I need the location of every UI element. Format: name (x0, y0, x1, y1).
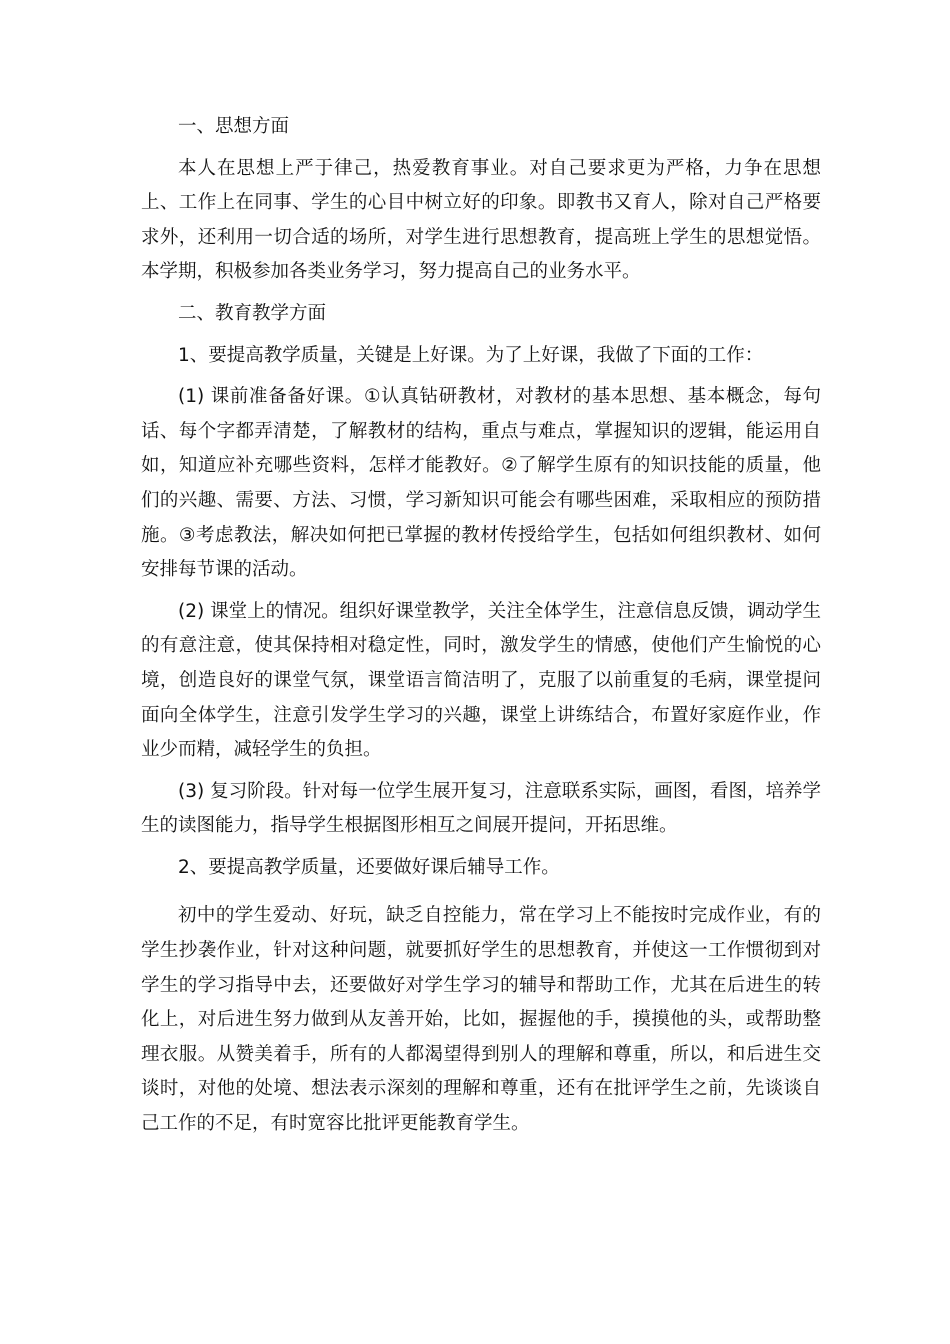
paragraph-classroom: (2) 课堂上的情况。组织好课堂教学，关注全体学生，注意信息反馈，调动学生的有意注意，使其保持相对稳定性，同时，激发学生的情感，使他们产生愉悦的心境，创造良好的课堂气氛，课堂语言简洁明了，克服了以前重复的毛病，课堂提问面向全体学生，注意引发学生学习的兴趣，课堂上讲练结合，布置好家庭作业，作业少而精，减轻学生的负担。 (141, 600, 821, 761)
document-body (141, 110, 821, 1142)
paragraph-lesson-preparation: (1) 课前准备备好课。①认真钻研教材，对教材的基本思想、基本概念，每句话、每个字都弄清楚，了解教材的结构，重点与难点，掌握知识的逻辑，能运用自如，知道应补充哪些资料，怎样才能教好。②了解学生原有的知识技能的质量，他们的兴趣、需要、方法、习惯，学习新知识可能会有哪些困难，采取相应的预防措施。③考虑教法，解决如何把已掌握的教材传授给学生，包括如何组织教材、如何安排每节课的活动。 (141, 386, 821, 581)
paragraph-ideology: 本人在思想上严于律己，热爱教育事业。对自己要求更为严格，力争在思想上、工作上在同事、学生的心目中树立好的印象。即教书又育人，除对自己严格要求外，还利用一切合适的场所，对学生进行思想教育，提高班上学生的思想觉悟。本学期，积极参加各类业务学习，努力提高自己的业务水平。 (141, 157, 821, 283)
paragraph-teaching-point-2: 2、要提高教学质量，还要做好课后辅导工作。 (178, 856, 560, 878)
section-heading-ideology: 一、思想方面 (178, 116, 290, 137)
paragraph-review: (3) 复习阶段。针对每一位学生展开复习，注意联系实际，画图，看图，培养学生的读图能力，指导学生根据图形相互之间展开提问，开拓思维。 (141, 780, 821, 837)
paragraph-tutoring: 初中的学生爱动、好玩，缺乏自控能力，常在学习上不能按时完成作业，有的学生抄袭作业，针对这种问题，就要抓好学生的思想教育，并使这一工作惯彻到对学生的学习指导中去，还要做好对学生学习的辅导和帮助工作，尤其在后进生的转化上，对后进生努力做到从友善开始，比如，握握他的手，摸摸他的头，或帮助整理衣服。从赞美着手，所有的人都渴望得到别人的理解和尊重，所以，和后进生交谈时，对他的处境、想法表示深刻的理解和尊重，还有在批评学生之前，先谈谈自己工作的不足，有时宽容比批评更能教育学生。 (141, 905, 821, 1135)
section-heading-teaching: 二、教育教学方面 (178, 302, 327, 324)
paragraph-teaching-point-1: 1、要提高教学质量，关键是上好课。为了上好课，我做了下面的工作： (178, 344, 764, 366)
